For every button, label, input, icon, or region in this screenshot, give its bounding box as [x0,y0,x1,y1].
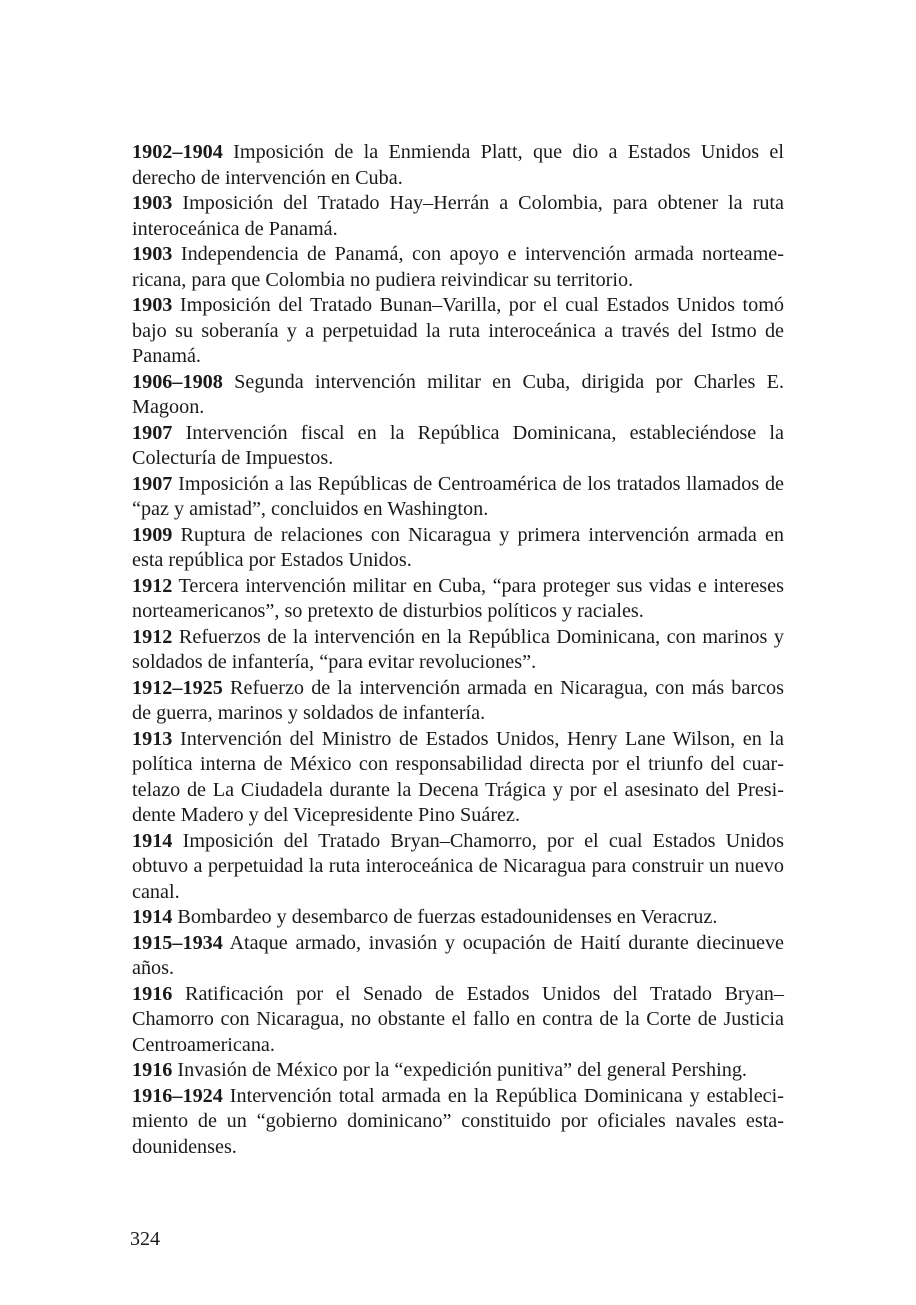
chronology-entry [132,242,784,293]
chronology-entry [132,905,784,931]
entry-year: 1903 [132,294,173,316]
entry-year: 1906–1908 [132,370,223,393]
entry-text: Intervención del Ministro de Estados Unidos, Henry Lane Wilson, en la política interna de México con responsabilidad directa por el triunfo del cuartelazo de La Ciudadela durante la Decena Trágica y por el asesinato del Presidente Madero y del Vicepresidente Pino Suárez. [132,727,784,826]
chronology-entry [132,421,784,472]
entry-year: 1907 [132,421,173,444]
entry-text: Invasión de México por la “expedición punitiva” del general Pershing. [177,1059,747,1081]
page-number: 324 [130,1228,160,1250]
entry-year: 1912–1925 [132,676,223,699]
chronology-entry [132,574,784,625]
entry-text: Imposición del Tratado Bunan–Varilla, por el cual Estados Unidos tomó bajo su soberanía y a perpetuidad la ruta interoceánica a través del Istmo de Panamá. [132,294,785,367]
chronology-entry [132,931,784,982]
chronology-entry [132,370,784,421]
entry-text: Segunda intervención militar en Cuba, dirigida por Charles E. Magoon. [132,370,785,418]
chronology-entry [132,293,784,370]
entry-year: 1916–1924 [132,1084,223,1107]
entry-year: 1916 [132,982,173,1005]
entry-text: Imposición del Tratado Hay–Herrán a Colombia, para obtener la ruta interoceánica de Panamá. [132,192,784,240]
chronology-entry [132,472,784,523]
entry-text: Refuerzos de la intervención en la República Dominicana, con marinos y soldados de infantería, “para evitar revoluciones”. [132,625,784,673]
entry-year: 1903 [132,192,173,214]
chronology-entry [132,140,784,191]
entry-text: Imposición del Tratado Bryan–Chamorro, por el cual Estados Unidos obtuvo a perpetuidad la ruta interoceánica de Nicaragua para construir un nuevo canal. [132,829,785,903]
entry-year: 1912 [132,625,173,648]
entry-text: Ratificación por el Senado de Estados Unidos del Tratado Bryan–Chamorro con Nicaragua, no obstante el fallo en contra de la Corte de Justicia Centroamericana. [132,982,784,1056]
chronology-entry [132,523,784,574]
chronology-entry [132,727,784,829]
entry-year: 1914 [132,906,173,928]
chronology-entry [132,982,784,1059]
entry-text: Imposición a las Repúblicas de Centroamérica de los tratados llamados de “paz y amistad”, concluidos en Washington. [132,472,785,520]
chronology-entry [132,191,784,242]
entry-text: Independencia de Panamá, con apoyo e intervención armada norteamericana, para que Colombia no pudiera reivindicar su territorio. [132,243,784,291]
entry-year: 1914 [132,829,173,852]
chronology-entry [132,829,784,906]
entry-year: 1913 [132,727,173,750]
chronology-list [132,140,784,1160]
entry-text: Intervención fiscal en la República Dominicana, estableciéndose la Colecturía de Impuestos. [132,421,784,469]
chronology-entry [132,676,784,727]
chronology-entry [132,1058,784,1084]
entry-text: Imposición de la Enmienda Platt, que dio a Estados Unidos el derecho de intervención en Cuba. [132,141,784,189]
chronology-entry [132,625,784,676]
entry-text: Ataque armado, invasión y ocupación de Haití durante diecinueve años. [132,931,784,979]
chronology-entry [132,1084,784,1161]
entry-year: 1916 [132,1059,173,1081]
entry-year: 1903 [132,243,173,265]
entry-text: Tercera intervención militar en Cuba, “para proteger sus vidas e intereses norteamericanos”, so pretexto de disturbios políticos y raciales. [132,574,784,622]
entry-year: 1902–1904 [132,141,223,163]
entry-year: 1907 [132,472,173,495]
entry-year: 1912 [132,574,173,597]
entry-year: 1915–1934 [132,931,223,954]
entry-text: Bombardeo y desembarco de fuerzas estadounidenses en Veracruz. [177,906,718,928]
entry-text: Ruptura de relaciones con Nicaragua y primera intervención armada en esta república por Estados Unidos. [132,523,784,571]
entry-text: Intervención total armada en la República Dominicana y establecimiento de un “gobierno dominicano” constituido por oficiales navales estadounidenses. [132,1084,784,1158]
entry-text: Refuerzo de la intervención armada en Nicaragua, con más barcos de guerra, marinos y soldados de infantería. [132,676,784,724]
entry-year: 1909 [132,523,173,546]
